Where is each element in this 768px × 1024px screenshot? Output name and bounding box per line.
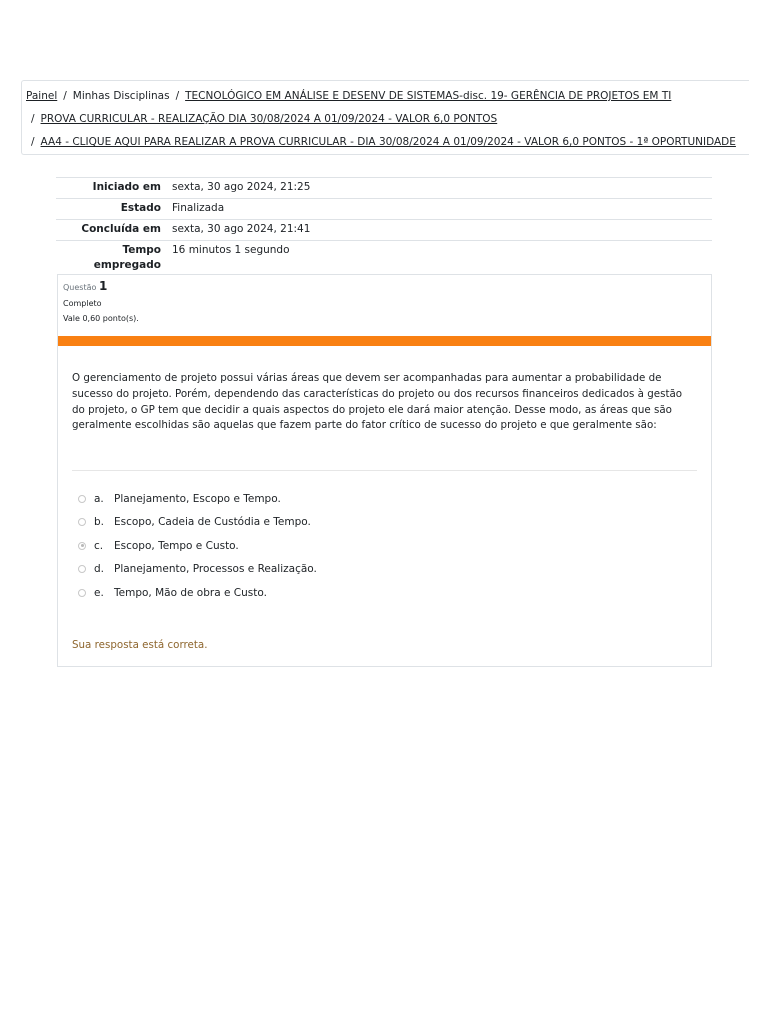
summary-value: sexta, 30 ago 2024, 21:25 bbox=[172, 181, 311, 193]
summary-label: Concluída em bbox=[81, 223, 161, 235]
breadcrumb-separator: / bbox=[175, 90, 180, 102]
answer-text: Escopo, Cadeia de Custódia e Tempo. bbox=[114, 516, 311, 529]
answer-option-a[interactable] bbox=[78, 487, 317, 511]
feedback-text: Sua resposta está correta. bbox=[72, 639, 208, 651]
summary-label: Tempo empregado bbox=[93, 244, 161, 271]
attempt-summary-table bbox=[56, 177, 712, 276]
question-state: Completo bbox=[63, 299, 102, 308]
answer-letter: e. bbox=[94, 586, 104, 599]
summary-value: 16 minutos 1 segundo bbox=[172, 244, 290, 256]
breadcrumb-line-3 bbox=[31, 136, 736, 148]
breadcrumb-quiz-link[interactable]: AA4 - CLIQUE AQUI PARA REALIZAR A PROVA CURRICULAR - DIA 30/08/2024 A 01/09/2024 - VALOR 6,0 PONTOS - 1ª OPORTUNIDADE bbox=[40, 136, 736, 148]
answer-letter: d. bbox=[94, 563, 105, 576]
answer-option-d[interactable] bbox=[78, 558, 317, 582]
answer-text: Tempo, Mão de obra e Custo. bbox=[114, 586, 267, 599]
question-number-value: 1 bbox=[98, 279, 108, 293]
question-number-label: Questão bbox=[63, 283, 97, 292]
breadcrumb bbox=[21, 80, 749, 155]
question-text: O gerenciamento de projeto possui várias áreas que devem ser acompanhadas para aumentar a probabilidade de sucesso do projeto. Porém, dependendo das características do projeto ou dos recursos financeiros dedicados à gestão do projeto, o GP tem que decidir a quais aspectos do projeto ele dará maior atenção. Desse modo, as áreas que são geralmente escolhidas são aquelas que fazem parte do fator crítico de sucesso do projeto e que geralmente são: bbox=[72, 372, 683, 432]
radio-icon[interactable] bbox=[78, 495, 86, 503]
breadcrumb-line-2 bbox=[31, 113, 497, 125]
question-grade: Vale 0,60 ponto(s). bbox=[63, 314, 139, 323]
radio-icon[interactable] bbox=[78, 589, 86, 597]
radio-icon[interactable] bbox=[78, 565, 86, 573]
summary-row-time-taken bbox=[56, 240, 712, 276]
answer-text: Planejamento, Processos e Realização. bbox=[114, 563, 317, 576]
summary-row-started bbox=[56, 177, 712, 198]
breadcrumb-minhas-disciplinas: Minhas Disciplinas bbox=[72, 90, 170, 102]
answer-letter: a. bbox=[94, 492, 104, 505]
summary-value: Finalizada bbox=[172, 202, 225, 214]
summary-label: Estado bbox=[120, 202, 161, 214]
breadcrumb-separator: / bbox=[63, 90, 67, 102]
answer-option-b[interactable] bbox=[78, 511, 317, 535]
question-number bbox=[63, 279, 139, 293]
answer-option-c[interactable] bbox=[78, 534, 317, 558]
answer-list bbox=[78, 487, 317, 605]
breadcrumb-course-link[interactable]: TECNOLÓGICO EM ANÁLISE E DESENV DE SISTEMAS-disc. 19- GERÊNCIA DE PROJETOS EM TI bbox=[185, 90, 672, 102]
answer-letter: c. bbox=[94, 539, 104, 552]
summary-row-completed bbox=[56, 219, 712, 240]
answer-text: Escopo, Tempo e Custo. bbox=[114, 539, 239, 552]
answer-option-e[interactable] bbox=[78, 581, 317, 605]
question-divider bbox=[72, 470, 697, 471]
summary-row-state bbox=[56, 198, 712, 219]
radio-checked-icon[interactable] bbox=[78, 542, 86, 550]
summary-label: Iniciado em bbox=[92, 181, 161, 193]
radio-icon[interactable] bbox=[78, 518, 86, 526]
breadcrumb-separator: / bbox=[31, 136, 35, 148]
breadcrumb-painel-link[interactable]: Painel bbox=[26, 90, 58, 102]
question-card bbox=[57, 274, 712, 667]
breadcrumb-section-link[interactable]: PROVA CURRICULAR - REALIZAÇÃO DIA 30/08/2024 A 01/09/2024 - VALOR 6,0 PONTOS bbox=[40, 113, 498, 125]
question-info bbox=[63, 279, 139, 323]
summary-value: sexta, 30 ago 2024, 21:41 bbox=[172, 223, 311, 235]
question-header-bar bbox=[58, 336, 711, 346]
answer-text: Planejamento, Escopo e Tempo. bbox=[114, 492, 281, 505]
answer-letter: b. bbox=[94, 516, 105, 529]
breadcrumb-line-1 bbox=[26, 90, 671, 102]
breadcrumb-separator: / bbox=[31, 113, 35, 125]
